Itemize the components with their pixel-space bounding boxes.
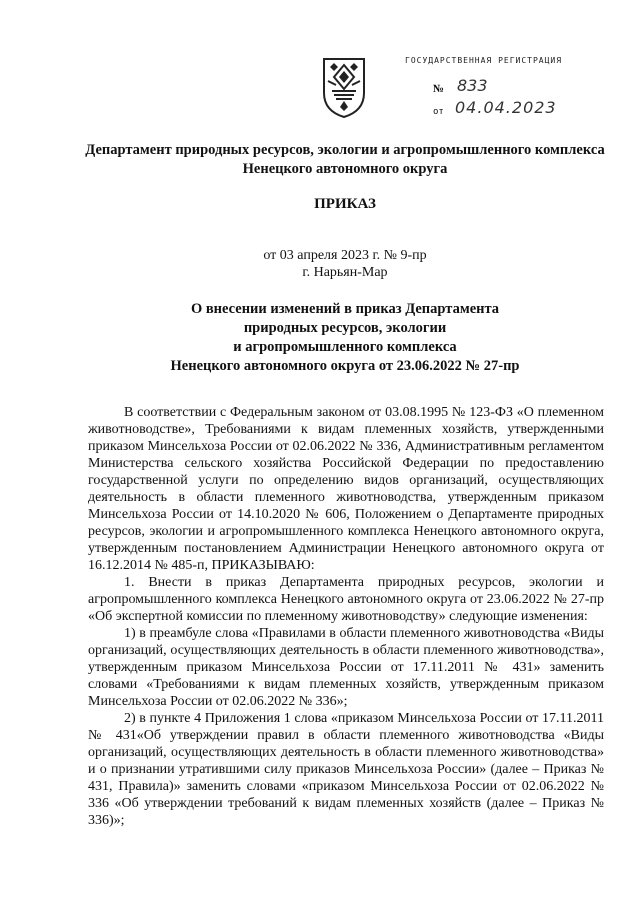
registration-date: 04.04.2023 <box>455 98 557 117</box>
document-title <box>80 300 610 376</box>
document-title-line: природных ресурсов, экологии <box>243 320 447 336</box>
body-paragraph-subitem-1: 1) в преамбуле слова «Правилами в области племенного животноводства «Виды организаций, осуществляющих деятельность в области племенного животноводства», утвержденным приказом Минсельхоза России от 17.11.2011 № 431» заменить словами «Требованиями к видам племенных хозяйств, утвержденным приказом Минсельхоза России от 02.06.2022 № 336»; <box>88 626 604 709</box>
document-date-number: от 03 апреля 2023 г. № 9-пр <box>263 248 427 263</box>
document-city: г. Нарьян-Мар <box>302 265 388 280</box>
document-title-line: и агропромышленного комплекса <box>233 339 457 355</box>
registration-number: 833 <box>457 76 488 95</box>
registration-date-label: от <box>433 107 444 117</box>
body-paragraph-preamble: В соответствии с Федеральным законом от 03.08.1995 № 123-ФЗ «О племенном животноводстве», Требованиями к видам племенных хозяйств, утвержденными приказом Минсельхоза России от 02.06.2022 № 336, Административным регламентом Министерства сельского хозяйства Российской Федерации по предоставлению государственной услуги по определению видов организаций, осуществляющих деятельность в области племенного животноводства, утвержденным приказом Минсельхоза России от 14.10.2020 № 606, Положением о Департаменте природных ресурсов, экологии и агропромышленного комплекса Ненецкого автономного округа, утвержденным постановлением Администрации Ненецкого автономного округа от 16.12.2014 № 485-п, ПРИКАЗЫВАЮ: <box>88 405 604 573</box>
registration-stamp <box>405 56 605 126</box>
registration-number-label: № <box>433 83 445 95</box>
document-type: ПРИКАЗ <box>314 196 376 212</box>
document-title-line: Ненецкого автономного округа от 23.06.2022 № 27-пр <box>170 358 520 374</box>
document-body <box>88 404 604 829</box>
document-date-block <box>80 247 610 281</box>
document-title-line: О внесении изменений в приказ Департамента <box>190 301 500 317</box>
coat-of-arms-emblem <box>320 55 368 119</box>
department-name: Департамент природных ресурсов, экологии и агропромышленного комплекса Ненецкого автономного округа <box>85 142 605 177</box>
body-paragraph-subitem-2: 2) в пункте 4 Приложения 1 слова «приказом Минсельхоза России от 17.11.2011 № 431«Об утверждении правил в области племенного животноводства «Виды организаций, осуществляющих деятельность в области племенного животноводства» и о признании утратившими силу приказов Минсельхоза России» (далее – Приказ № 431, Правила)» заменить словами «приказом Минсельхоза России от 02.06.2022 № 336 «Об утверждении требований к видам племенных хозяйств (далее – Приказ № 336)»; <box>88 711 604 828</box>
registration-title: ГОСУДАРСТВЕННАЯ РЕГИСТРАЦИЯ <box>405 56 563 65</box>
body-paragraph-item-1: 1. Внести в приказ Департамента природных ресурсов, экологии и агропромышленного комплекса Ненецкого автономного округа от 23.06.2022 № 27-пр «Об экспертной комиссии по племенному животноводству» следующие изменения: <box>88 575 604 624</box>
